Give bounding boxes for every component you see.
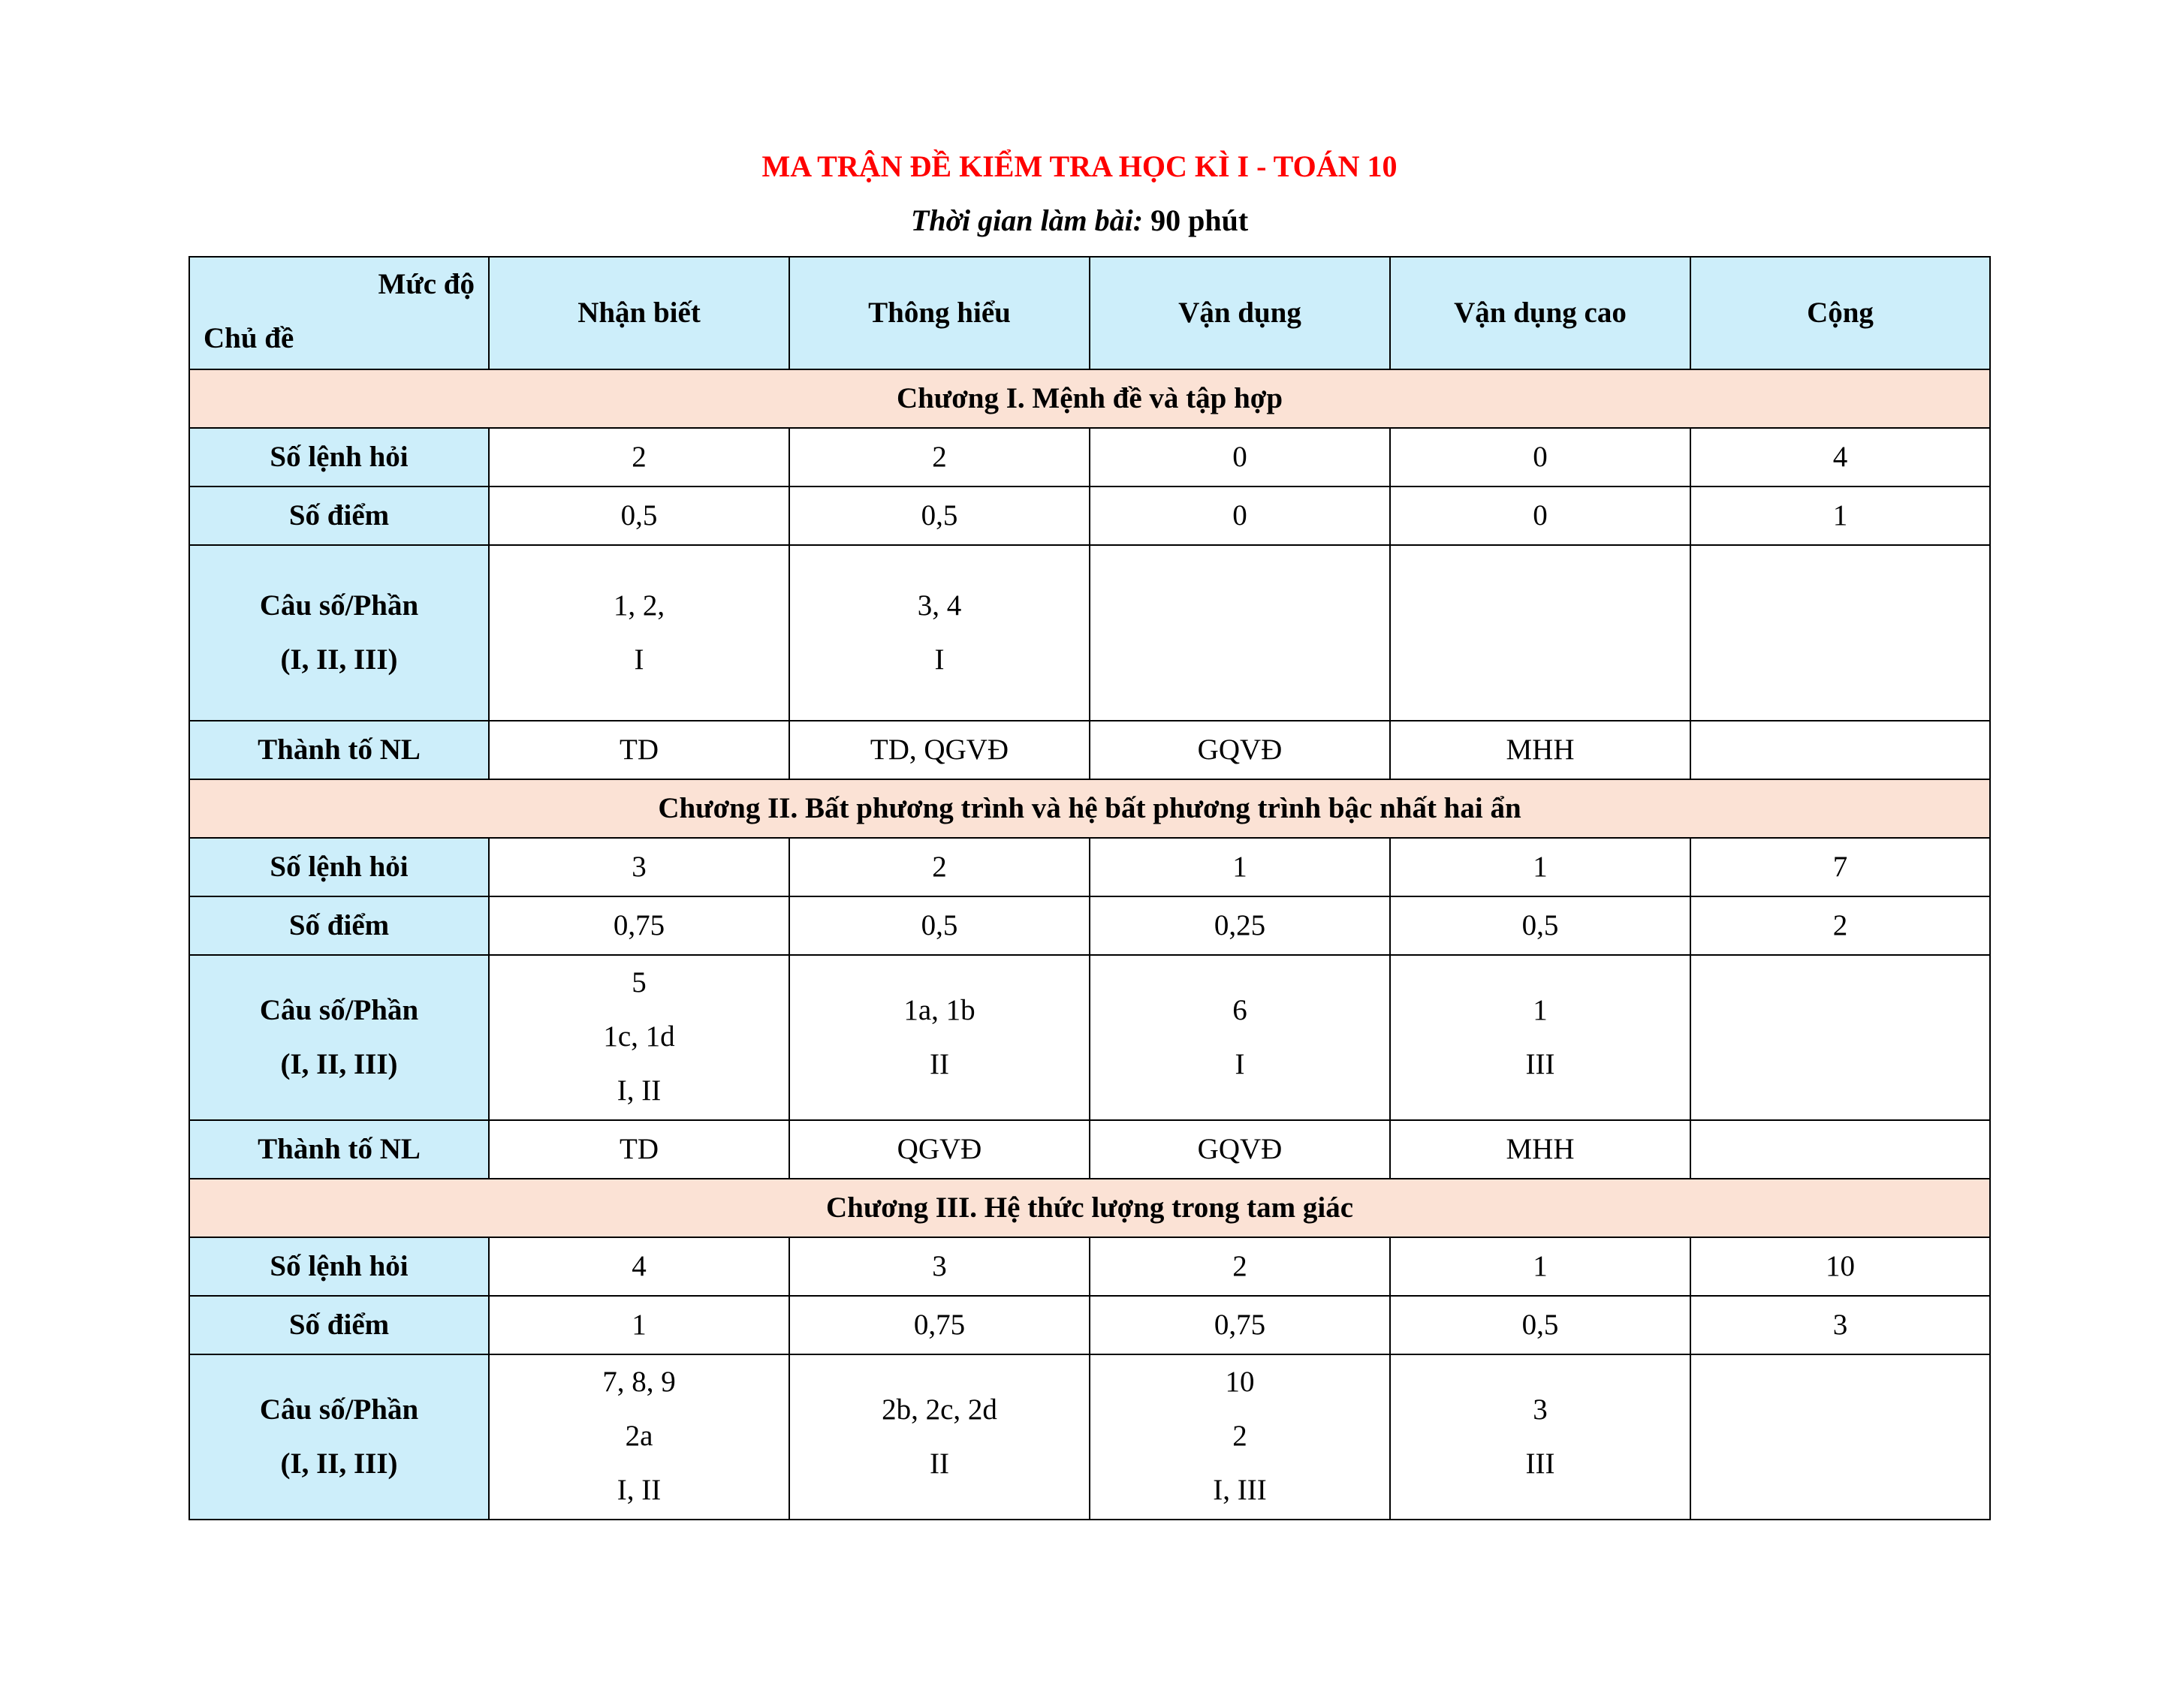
document-title: MA TRẬN ĐỀ KIỂM TRA HỌC KÌ I - TOÁN 10	[761, 149, 1398, 183]
chapter-row	[189, 1179, 1990, 1237]
item-line: 6	[1232, 994, 1247, 1026]
question-count-cell: 3	[789, 1237, 1090, 1296]
item-line: I, II	[617, 1074, 662, 1107]
item-numbers-cell	[789, 1354, 1090, 1520]
column-header: Nhận biết	[489, 257, 789, 369]
score-cell: 0,5	[789, 486, 1090, 545]
score-cell: 3	[1690, 1296, 1990, 1354]
score-cell: 0,75	[489, 896, 789, 955]
score-cell: 1	[489, 1296, 789, 1354]
item-numbers-cell	[1090, 1354, 1390, 1520]
item-line: I, III	[1213, 1474, 1267, 1506]
competency-cell	[1690, 721, 1990, 779]
row-label-line: (I, II, III)	[280, 1048, 398, 1080]
score-cell: 2	[1690, 896, 1990, 955]
competency-row	[189, 721, 1990, 779]
duration-label: Thời gian làm bài:	[910, 203, 1144, 237]
row-label-line: Câu số/Phần	[259, 994, 419, 1026]
item-numbers-cell	[789, 955, 1090, 1120]
question-count-row	[189, 428, 1990, 486]
score-cell: 0,75	[789, 1296, 1090, 1354]
item-line: I	[634, 643, 644, 676]
item-line: 2b, 2c, 2d	[882, 1393, 997, 1426]
row-label: Số điểm	[189, 896, 489, 955]
item-line: 1c, 1d	[603, 1020, 675, 1053]
item-numbers-cell	[489, 545, 789, 721]
row-label-line: (I, II, III)	[280, 1447, 398, 1480]
question-count-cell: 2	[1090, 1237, 1390, 1296]
score-cell: 0,25	[1090, 896, 1390, 955]
competency-cell: MHH	[1390, 721, 1690, 779]
row-label: Số lệnh hỏi	[189, 428, 489, 486]
item-line: II	[930, 1447, 949, 1480]
score-cell: 0	[1090, 486, 1390, 545]
row-label	[189, 545, 489, 721]
item-line: I	[1235, 1048, 1245, 1080]
row-label-line: Câu số/Phần	[259, 589, 419, 622]
competency-cell	[1690, 1120, 1990, 1179]
question-count-cell: 0	[1390, 428, 1690, 486]
competency-cell: GQVĐ	[1090, 1120, 1390, 1179]
column-header: Vận dụng	[1090, 257, 1390, 369]
row-label: Số lệnh hỏi	[189, 838, 489, 896]
item-line: 5	[632, 966, 647, 999]
item-numbers-row	[189, 545, 1990, 721]
item-numbers-cell	[489, 955, 789, 1120]
item-line: 3	[1533, 1393, 1548, 1426]
item-line: III	[1525, 1048, 1555, 1080]
competency-cell: MHH	[1390, 1120, 1690, 1179]
item-line: II	[930, 1048, 949, 1080]
item-numbers-cell	[1390, 955, 1690, 1120]
competency-cell: TD	[489, 721, 789, 779]
score-cell: 0,5	[1390, 1296, 1690, 1354]
competency-row	[189, 1120, 1990, 1179]
item-line: 3, 4	[917, 589, 962, 622]
score-cell: 0,5	[1390, 896, 1690, 955]
question-count-cell: 0	[1090, 428, 1390, 486]
row-label: Thành tố NL	[189, 1120, 489, 1179]
item-numbers-cell	[1690, 955, 1990, 1120]
exam-duration	[0, 203, 2159, 238]
chapter-title: Chương I. Mệnh đề và tập hợp	[189, 369, 1990, 428]
score-row	[189, 486, 1990, 545]
item-numbers-cell	[1390, 545, 1690, 721]
exam-matrix-table	[188, 256, 1991, 1520]
item-line: 1	[1533, 994, 1548, 1026]
row-label: Số điểm	[189, 486, 489, 545]
item-line: I, II	[617, 1474, 662, 1506]
topic-axis-label: Chủ đề	[204, 322, 294, 354]
item-line: 7, 8, 9	[602, 1366, 676, 1398]
item-numbers-cell	[1390, 1354, 1690, 1520]
score-cell: 0,75	[1090, 1296, 1390, 1354]
item-numbers-row	[189, 1354, 1990, 1520]
score-cell: 0	[1390, 486, 1690, 545]
item-line: 2	[1232, 1420, 1247, 1452]
item-line: 10	[1225, 1366, 1255, 1398]
item-numbers-row	[189, 955, 1990, 1120]
question-count-row	[189, 838, 1990, 896]
item-numbers-cell	[1090, 545, 1390, 721]
row-label: Số điểm	[189, 1296, 489, 1354]
score-cell: 0,5	[489, 486, 789, 545]
question-count-cell: 10	[1690, 1237, 1990, 1296]
column-header: Cộng	[1690, 257, 1990, 369]
competency-cell: GQVĐ	[1090, 721, 1390, 779]
row-label: Số lệnh hỏi	[189, 1237, 489, 1296]
score-cell: 0,5	[789, 896, 1090, 955]
item-numbers-cell	[489, 1354, 789, 1520]
row-label-line: (I, II, III)	[280, 643, 398, 676]
duration-value: 90 phút	[1143, 203, 1249, 237]
score-row	[189, 896, 1990, 955]
item-line: III	[1525, 1447, 1555, 1480]
item-line: 1a, 1b	[903, 994, 975, 1026]
row-label	[189, 1354, 489, 1520]
item-line: 2a	[625, 1420, 653, 1452]
corner-header-cell	[189, 257, 489, 369]
question-count-cell: 2	[789, 428, 1090, 486]
question-count-cell: 1	[1390, 838, 1690, 896]
item-numbers-cell	[1690, 1354, 1990, 1520]
question-count-cell: 4	[489, 1237, 789, 1296]
chapter-row	[189, 369, 1990, 428]
question-count-cell: 7	[1690, 838, 1990, 896]
competency-cell: QGVĐ	[789, 1120, 1090, 1179]
column-header: Vận dụng cao	[1390, 257, 1690, 369]
item-numbers-cell	[789, 545, 1090, 721]
item-numbers-cell	[1690, 545, 1990, 721]
score-cell: 1	[1690, 486, 1990, 545]
chapter-title: Chương II. Bất phương trình và hệ bất phương trình bậc nhất hai ẩn	[189, 779, 1990, 838]
header-row	[189, 257, 1990, 369]
row-label	[189, 955, 489, 1120]
chapter-title: Chương III. Hệ thức lượng trong tam giác	[189, 1179, 1990, 1237]
competency-cell: TD, QGVĐ	[789, 721, 1090, 779]
level-axis-label: Mức độ	[378, 268, 475, 300]
question-count-cell: 4	[1690, 428, 1990, 486]
column-header: Thông hiểu	[789, 257, 1090, 369]
competency-cell: TD	[489, 1120, 789, 1179]
chapter-row	[189, 779, 1990, 838]
question-count-row	[189, 1237, 1990, 1296]
question-count-cell: 1	[1090, 838, 1390, 896]
question-count-cell: 2	[789, 838, 1090, 896]
question-count-cell: 3	[489, 838, 789, 896]
score-row	[189, 1296, 1990, 1354]
item-numbers-cell	[1090, 955, 1390, 1120]
item-line: 1, 2,	[613, 589, 665, 622]
item-line: I	[934, 643, 945, 676]
row-label: Thành tố NL	[189, 721, 489, 779]
question-count-cell: 2	[489, 428, 789, 486]
row-label-line: Câu số/Phần	[259, 1393, 419, 1426]
question-count-cell: 1	[1390, 1237, 1690, 1296]
